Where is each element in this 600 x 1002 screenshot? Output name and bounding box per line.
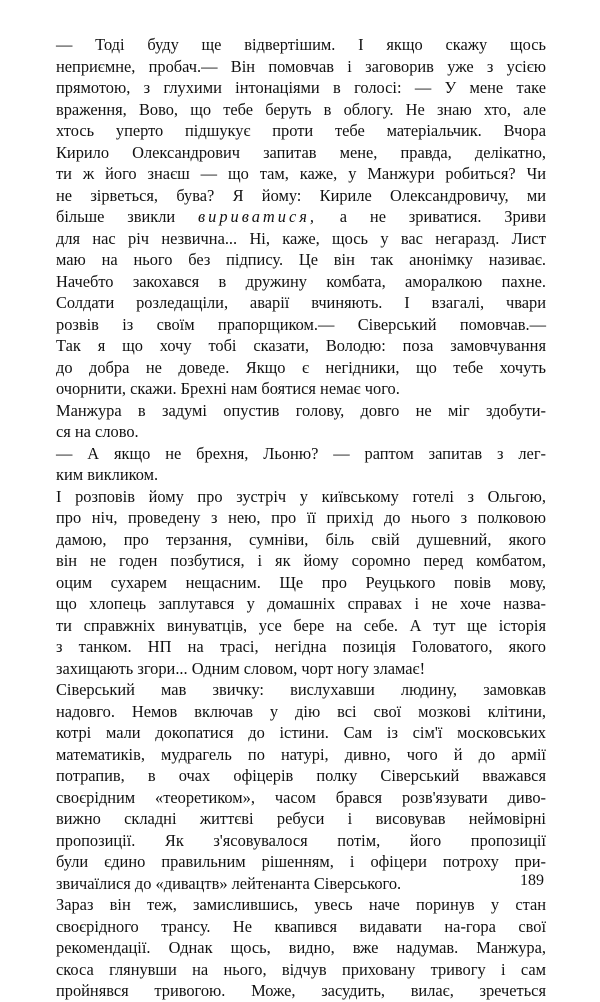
text-line: ти ж його знаєш — що там, каже, у Манжури робиться? Чи (56, 164, 546, 183)
text-line: — Тоді буду ще відвертішим. І якщо скажу щось (56, 35, 546, 54)
text-line: надовго. Немов включав у дію всі свої мозкові клітини, (56, 701, 546, 721)
text-line: не зірветься, бува? Я йому: Кириле Олександровичу, ми (56, 185, 546, 205)
text-line: Начебто закохався в дружину комбата, аморалкою пахне. (56, 271, 546, 291)
text-line: — А якщо не брехня, Льоню? — раптом запитав з лег- (56, 443, 546, 463)
paragraph-6 (56, 894, 546, 1002)
text-line: захищають згори... Одним словом, чорт ногу зламає! (56, 658, 426, 678)
text-line: що хлопець заплутався у домашніх справах і не хоче назва- (56, 594, 546, 613)
text-line: враження, Вово, що тебе беруть в облогу. Не знаю хто, але (56, 99, 546, 119)
paragraph-1 (56, 34, 546, 400)
text-line: до добра не доведе. Якщо є негідники, що тебе хочуть (56, 357, 546, 377)
text-line: пройнявся тривогою. Може, засудить, вилає, зречеться (56, 981, 546, 1000)
text-run: а не зриватися. Зриви (316, 207, 546, 226)
paragraph-3 (56, 443, 546, 486)
body-text (56, 34, 546, 1002)
text-line: ким викликом. (56, 465, 159, 484)
text-line: вижно складні життєві ребуси і висовував неймовірні (56, 809, 546, 828)
text-line: потрапив, в очах офіцерів полку Сіверський вважався (56, 766, 546, 785)
text-line: І розповів йому про зустріч у київському готелі з Ольгою, (56, 486, 546, 506)
page-number: 189 (520, 872, 544, 889)
text-line: пропозиції. Як з'ясовувалося потім, його пропозиції (56, 830, 546, 850)
text-line: оцим сухарем нещасним. Ще про Реуцького повів мову, (56, 572, 546, 592)
paragraph-2 (56, 400, 546, 443)
text-line: ти справжніх винуватців, усе бере на себе. А тут ще історія (56, 615, 546, 635)
text-line: неприємне, пробач.— Він помовчав і заговорив уже з усією (56, 56, 546, 76)
text-line: звичаїлися до «дивацтв» лейтенанта Сіверського. (56, 873, 402, 893)
text-line: хтось уперто підшукує проти тебе матеріальчик. Вчора (56, 121, 546, 140)
text-line: Так я що хочу тобі сказати, Володю: поза замовчування (56, 336, 546, 355)
text-line: розвів із своїм прапорщиком.— Сіверський помовчав.— (56, 314, 546, 334)
text-line: очорнити, скажи. Брехні нам боятися немає чого. (56, 379, 400, 398)
text-line: були єдино правильним рішенням, і офіцери потроху при- (56, 852, 546, 871)
text-line: дамою, про терзання, сумніви, біль свій душевний, якого (56, 529, 546, 549)
text-line: математиків, мудрагель по натурі, дивно, чого й до армії (56, 744, 546, 764)
text-line: рекомендації. Однак щось, видно, вже надумав. Манжура, (56, 938, 546, 957)
text-line: Сіверський мав звичку: вислухавши людину, замовкав (56, 680, 546, 699)
text-line: Кирило Олександрович запитав мене, правда, делікатно, (56, 142, 546, 162)
text-line: Солдати розледащіли, аварії вчиняють. І взагалі, чвари (56, 293, 546, 312)
text-line: прямотою, з глухими інтонаціями в голосі: — У мене таке (56, 78, 546, 97)
text-line: ся на слово. (56, 422, 139, 441)
text-line: з танком. НП на трасі, негідна позиція Головатого, якого (56, 637, 546, 656)
text-line: своєрідним «теоретиком», часом брався розв'язувати диво- (56, 787, 546, 807)
text-run: більше звикли (56, 207, 199, 226)
text-line: про ніч, проведену з нею, про її прихід до нього з полковою (56, 508, 546, 527)
paragraph-5 (56, 679, 546, 894)
text-line (56, 206, 546, 228)
text-line: котрі мали докопатися до істини. Сам із сім'ї московських (56, 723, 546, 742)
text-line: маю на нього без підпису. Це він так анонімку називає. (56, 250, 546, 269)
text-line: він не годен позбутися, і як йому соромно перед комбатом, (56, 551, 546, 570)
paragraph-4 (56, 486, 546, 680)
text-line: скоса глянувши на нього, відчув приховану тривогу і сам (56, 959, 546, 979)
text-line: Зараз він теж, замислившись, увесь наче поринув у стан (56, 895, 546, 914)
emphasized-word: вириватися, (198, 207, 317, 226)
text-line: для нас річ незвична... Ні, каже, щось у вас негаразд. Лист (56, 228, 546, 248)
text-line: своєрідного трансу. Не квапився видавати на-гора свої (56, 916, 546, 936)
text-line: Манжура в задумі опустив голову, довго не міг здобути- (56, 400, 546, 420)
